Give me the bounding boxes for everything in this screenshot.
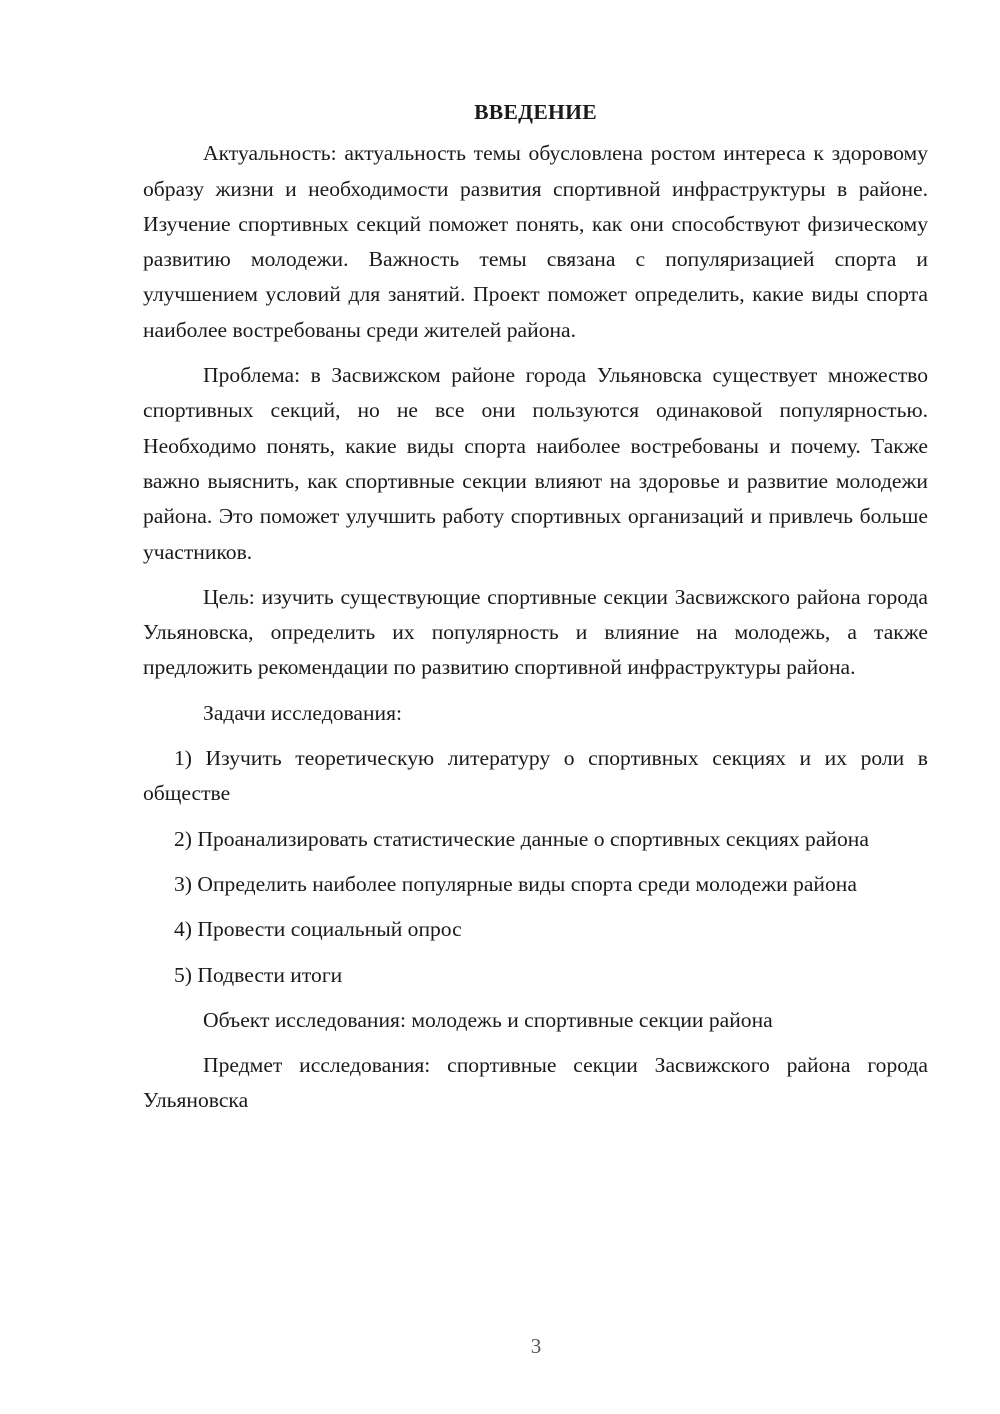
tasks-heading: Задачи исследования: <box>203 700 403 725</box>
task-item-4: 4) Провести социальный опрос <box>174 917 462 942</box>
task-item-3: 3) Определить наиболее популярные виды спорта среди молодежи района <box>174 871 857 896</box>
document-page <box>143 95 928 1129</box>
task-item-5: 5) Подвести итоги <box>174 962 343 987</box>
page-title: ВВЕДЕНИЕ <box>474 100 597 124</box>
research-subject: Предмет исследования: спортивные секции Засвижского района города Ульяновска <box>143 1053 928 1113</box>
research-object: Объект исследования: молодежь и спортивные секции района <box>203 1007 773 1032</box>
goal-paragraph: Цель: изучить существующие спортивные секции Засвижского района города Ульяновска, определить их популярность и влияние на молодежь, а также предложить рекомендации по развитию спортивной инфраструктуры района. <box>143 584 928 680</box>
page-number: 3 <box>530 1334 542 1358</box>
task-item-2: 2) Проанализировать статистические данные о спортивных секциях района <box>174 826 869 851</box>
problem-paragraph: Проблема: в Засвижском районе города Ульяновска существует множество спортивных секций, но не все они пользуются одинаковой популярностью. Необходимо понять, какие виды спорта наиболее востребованы и почему. Также важно выяснить, как спортивные секции влияют на здоровье и развитие молодежи района. Это поможет улучшить работу спортивных организаций и привлечь больше участников. <box>143 363 928 564</box>
task-item-1: 1) Изучить теоретическую литературу о спортивных секциях и их роли в обществе <box>143 746 928 806</box>
relevance-paragraph: Актуальность: актуальность темы обусловлена ростом интереса к здоровому образу жизни и необходимости развития спортивной инфраструктуры в районе. Изучение спортивных секций поможет понять, как они способствуют физическому развитию молодежи. Важность темы связана с популяризацией спорта и улучшением условий для занятий. Проект поможет определить, какие виды спорта наиболее востребованы среди жителей района. <box>143 141 928 342</box>
